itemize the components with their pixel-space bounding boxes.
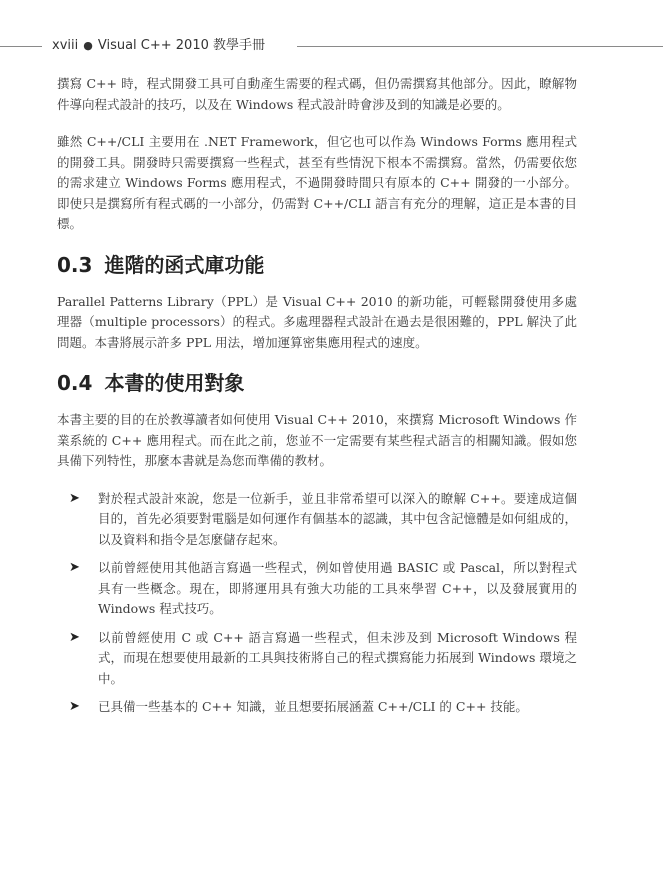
arrow-bullet-icon: ➤	[69, 699, 80, 714]
list-item-text: 對於程式設計來說，您是一位新手，並且非常希望可以深入的瞭解 C++。要達成這個目的，首先必須要對電腦是如何運作有個基本的認識，其中包含記憶體是如何組成的，以及資料和指令是怎麼儲存起來。	[98, 490, 577, 547]
list-item-text: 以前曾經使用 C 或 C++ 語言寫過一些程式，但未涉及到 Microsoft Windows 程式，而現在想要使用最新的工具與技術將自己的程式撰寫能力拓展到 Windows 環境之中。	[98, 629, 577, 686]
header-rule-left	[0, 46, 42, 47]
section-0-4-body: 本書主要的目的在於教導讀者如何使用 Visual C++ 2010，來撰寫 Microsoft Windows 作業系統的 C++ 應用程式。而在此之前，您並不一定需要有某些程式語言的相關知識。假如您具備下列特性，那麼本書就是為您而準備的教材。	[57, 412, 577, 468]
list-item	[57, 558, 577, 620]
arrow-bullet-icon: ➤	[69, 560, 80, 575]
section-number: 0.4	[57, 371, 93, 395]
list-item	[57, 628, 577, 690]
arrow-bullet-icon: ➤	[69, 490, 80, 506]
list-item	[57, 489, 577, 551]
section-title: 本書的使用對象	[104, 371, 245, 395]
list-item-text: 已具備一些基本的 C++ 知識，並且想要拓展涵蓋 C++/CLI 的 C++ 技能。	[98, 699, 528, 714]
section-heading-0-4	[57, 370, 577, 396]
section-title: 進階的函式庫功能	[104, 252, 265, 277]
header-bullet-icon: ●	[83, 39, 93, 52]
section-heading-0-3	[57, 252, 577, 278]
section-number: 0.3	[57, 252, 93, 277]
page-body	[57, 74, 577, 726]
book-title: Visual C++ 2010 教學手冊	[97, 38, 265, 53]
page-number: xviii	[52, 38, 79, 53]
intro-paragraph-1: 撰寫 C++ 時，程式開發工具可自動產生需要的程式碼，但仍需撰寫其他部分。因此，瞭解物件導向程式設計的技巧，以及在 Windows 程式設計時會涉及到的知識是必要的。	[57, 76, 577, 112]
intro-paragraph-2: 雖然 C++/CLI 主要用在 .NET Framework，但它也可以作為 Windows Forms 應用程式的開發工具。開發時只需要撰寫一些程式，甚至有些情況下根本不需撰寫。當然，仍需要依您的需求建立 Windows Forms 應用程式，不過開發時間只有原本的 C++ 開發的一小部分。即使只是撰寫所有程式碼的一小部分，仍需對 C++/CLI 語言有充分的理解，這正是本書的目標。	[57, 134, 577, 231]
running-head-text	[52, 36, 265, 56]
header-rule-right	[297, 46, 663, 47]
list-item	[57, 697, 577, 718]
section-0-3-body: Parallel Patterns Library（PPL）是 Visual C++ 2010 的新功能，可輕鬆開發使用多處理器（multiple processors）的程式。多處理器程式設計在過去是很困難的，PPL 解決了此問題。本書將展示許多 PPL 用法，增加運算密集應用程式的速度。	[57, 293, 577, 350]
running-header	[0, 36, 663, 56]
audience-list	[57, 489, 577, 718]
list-item-text: 以前曾經使用其他語言寫過一些程式，例如曾使用過 BASIC 或 Pascal，所以對程式具有一些概念。現在，即將運用具有強大功能的工具來學習 C++，以及發展實用的 Windows 程式技巧。	[98, 560, 577, 616]
arrow-bullet-icon: ➤	[69, 629, 80, 645]
